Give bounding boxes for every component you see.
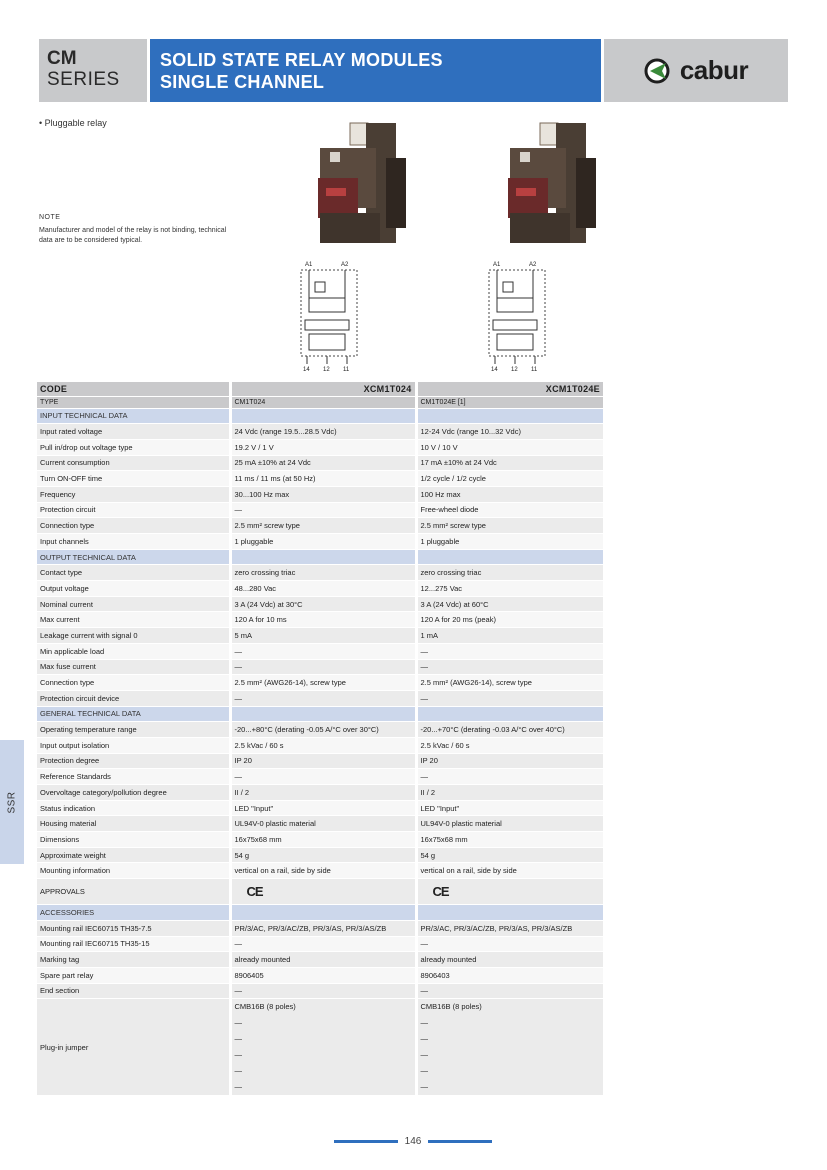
cell-value-a: 5 mA	[230, 628, 416, 644]
row-label: Nominal current	[37, 596, 230, 612]
row-label: Input channels	[37, 534, 230, 550]
cell-value-a: —	[230, 690, 416, 706]
brand-logo	[604, 39, 788, 102]
cell-value-a: —	[230, 983, 416, 999]
wiring-diagram-right	[483, 258, 553, 373]
ce-mark-icon: CE	[246, 884, 263, 900]
terminal-label-12: 12	[323, 367, 330, 373]
row-label: Mounting information	[37, 863, 230, 879]
table-row	[37, 659, 603, 675]
cell-value-b: IP 20	[416, 753, 603, 769]
cell-value-b: PR/3/AC, PR/3/AC/ZB, PR/3/AS, PR/3/AS/ZB	[416, 920, 603, 936]
plug-in-jumper-row	[37, 999, 603, 1096]
cell-value-a: LED "Input"	[230, 800, 416, 816]
row-label: INPUT TECHNICAL DATA	[37, 408, 230, 424]
row-label: Overvoltage category/pollution degree	[37, 785, 230, 801]
relay-photo-left	[300, 118, 420, 253]
cell-value-a: zero crossing triac	[230, 565, 416, 581]
type-label: TYPE	[37, 396, 230, 408]
terminal-label-a1: A1	[493, 262, 501, 268]
cell-value-a: 48...280 Vac	[230, 581, 416, 597]
ce-mark-icon	[416, 879, 603, 905]
cell-value-b: vertical on a rail, side by side	[416, 863, 603, 879]
title-box	[150, 39, 601, 102]
section-side-tab	[0, 740, 24, 864]
ce-mark-icon: CE	[432, 884, 449, 900]
table-row	[37, 471, 603, 487]
row-label: Connection type	[37, 518, 230, 534]
cell-value-a: 54 g	[230, 847, 416, 863]
table-row	[37, 518, 603, 534]
row-label: ACCESSORIES	[37, 905, 230, 921]
footer-line-right	[428, 1140, 492, 1143]
table-row	[37, 675, 603, 691]
logo-mark-icon	[644, 58, 674, 84]
cell-value-b: 12-24 Vdc (range 10...32 Vdc)	[416, 424, 603, 440]
cell-value-b: 3 A (24 Vdc) at 60°C	[416, 596, 603, 612]
table-row	[37, 628, 603, 644]
cell-value-a: 25 mA ±10% at 24 Vdc	[230, 455, 416, 471]
cell-value-a: 120 A for 10 ms	[230, 612, 416, 628]
cell-value-b: 8906403	[416, 967, 603, 983]
cell-value-b: UL94V-0 plastic material	[416, 816, 603, 832]
footer-line-left	[334, 1140, 398, 1143]
cell-value-a: already mounted	[230, 952, 416, 968]
cell-value-a: 3 A (24 Vdc) at 30°C	[230, 596, 416, 612]
jumper-line: —	[420, 1082, 428, 1092]
row-label: Frequency	[37, 486, 230, 502]
cell-value-b: zero crossing triac	[416, 565, 603, 581]
cell-value-a: —	[230, 659, 416, 675]
row-label: Protection circuit	[37, 502, 230, 518]
row-label: Turn ON-OFF time	[37, 471, 230, 487]
cell-value-b: —	[416, 690, 603, 706]
cell-value-a: —	[230, 936, 416, 952]
jumper-line: CMB16B (8 poles)	[234, 1002, 296, 1012]
row-label: Input output isolation	[37, 737, 230, 753]
cell-value-b: already mounted	[416, 952, 603, 968]
table-row	[37, 967, 603, 983]
row-label: Reference Standards	[37, 769, 230, 785]
row-label: Max current	[37, 612, 230, 628]
note-title: NOTE	[39, 214, 61, 221]
table-row	[37, 785, 603, 801]
cell-value-b: 2.5 mm² screw type	[416, 518, 603, 534]
row-label: Min applicable load	[37, 643, 230, 659]
cell-value-a: 16x75x68 mm	[230, 832, 416, 848]
cell-value-a	[230, 999, 416, 1096]
jumper-line: —	[420, 1018, 428, 1028]
cell-value-a: 19.2 V / 1 V	[230, 439, 416, 455]
table-row	[37, 534, 603, 550]
terminal-label-a1: A1	[305, 262, 313, 268]
type-value-a: CM1T024	[230, 396, 416, 408]
cell-value-b	[416, 408, 603, 424]
cell-value-a: 30...100 Hz max	[230, 486, 416, 502]
cell-value-b	[416, 706, 603, 722]
terminal-label-11: 11	[531, 367, 538, 373]
table-row	[37, 581, 603, 597]
table-row	[37, 690, 603, 706]
row-label: Plug-in jumper	[37, 999, 230, 1096]
table-row	[37, 920, 603, 936]
cell-value-b: -20...+70°C (derating -0.03 A/°C over 40°C)	[416, 722, 603, 738]
cell-value-a: —	[230, 502, 416, 518]
cell-value-a	[230, 408, 416, 424]
jumper-line: —	[234, 1050, 242, 1060]
terminal-label-a2: A2	[529, 262, 537, 268]
row-label: End section	[37, 983, 230, 999]
cell-value-b	[416, 999, 603, 1096]
cell-value-a: 8906405	[230, 967, 416, 983]
jumper-line: —	[234, 1082, 242, 1092]
cell-value-b	[416, 905, 603, 921]
section-header-row	[37, 905, 603, 921]
row-label: Mounting rail IEC60715 TH35-15	[37, 936, 230, 952]
cell-value-b	[416, 549, 603, 565]
type-value-b: CM1T024E [1]	[416, 396, 603, 408]
table-row	[37, 455, 603, 471]
series-word: SERIES	[47, 69, 120, 90]
table-row	[37, 643, 603, 659]
cell-value-a	[230, 706, 416, 722]
cell-value-b: 12...275 Vac	[416, 581, 603, 597]
jumper-line: —	[234, 1018, 242, 1028]
cell-value-a	[230, 549, 416, 565]
cell-value-a: PR/3/AC, PR/3/AC/ZB, PR/3/AS, PR/3/AS/ZB	[230, 920, 416, 936]
cell-value-a: 1 pluggable	[230, 534, 416, 550]
cell-value-b: 16x75x68 mm	[416, 832, 603, 848]
series-box	[39, 39, 147, 102]
row-label: Leakage current with signal 0	[37, 628, 230, 644]
table-row	[37, 737, 603, 753]
table-row	[37, 753, 603, 769]
cell-value-b: 120 A for 20 ms (peak)	[416, 612, 603, 628]
cell-value-a: 2.5 kVac / 60 s	[230, 737, 416, 753]
note-text: Manufacturer and model of the relay is not binding, technical data are to be considered typical.	[39, 227, 227, 244]
cell-value-b: —	[416, 769, 603, 785]
row-label: Housing material	[37, 816, 230, 832]
wiring-diagram-left	[295, 258, 365, 373]
terminal-label-12: 12	[511, 367, 518, 373]
row-label: Operating temperature range	[37, 722, 230, 738]
ce-mark-icon	[230, 879, 416, 905]
row-label: Current consumption	[37, 455, 230, 471]
cell-value-b: 2.5 mm² (AWG26-14), screw type	[416, 675, 603, 691]
section-header-row	[37, 549, 603, 565]
cell-value-a: IP 20	[230, 753, 416, 769]
row-label: APPROVALS	[37, 879, 230, 905]
code-value-a: XCM1T024	[230, 382, 416, 396]
table-row	[37, 424, 603, 440]
page-number: 146	[398, 1136, 428, 1147]
cell-value-b: —	[416, 643, 603, 659]
row-label: Contact type	[37, 565, 230, 581]
jumper-line: —	[420, 1066, 428, 1076]
table-row	[37, 565, 603, 581]
row-label: Marking tag	[37, 952, 230, 968]
type-row	[37, 396, 603, 408]
cell-value-b: 54 g	[416, 847, 603, 863]
cell-value-b: LED "Input"	[416, 800, 603, 816]
jumper-line: —	[420, 1050, 428, 1060]
cell-value-a: 11 ms / 11 ms (at 50 Hz)	[230, 471, 416, 487]
cell-value-a: UL94V-0 plastic material	[230, 816, 416, 832]
table-row	[37, 863, 603, 879]
row-label: OUTPUT TECHNICAL DATA	[37, 549, 230, 565]
cell-value-a: 2.5 mm² screw type	[230, 518, 416, 534]
table-row	[37, 952, 603, 968]
section-header-row	[37, 706, 603, 722]
terminal-label-11: 11	[343, 367, 350, 373]
page-title-line2: SINGLE CHANNEL	[160, 72, 325, 92]
cell-value-a: vertical on a rail, side by side	[230, 863, 416, 879]
row-label: Mounting rail IEC60715 TH35-7.5	[37, 920, 230, 936]
logo-text: cabur	[679, 55, 749, 85]
feature-bullet: • Pluggable relay	[39, 118, 107, 128]
table-row	[37, 596, 603, 612]
jumper-line: —	[234, 1034, 242, 1044]
cell-value-a: -20...+80°C (derating -0.05 A/°C over 30°C)	[230, 722, 416, 738]
table-row	[37, 486, 603, 502]
table-row	[37, 847, 603, 863]
cell-value-b: 1 pluggable	[416, 534, 603, 550]
terminal-label-14: 14	[303, 367, 310, 373]
jumper-line: —	[234, 1066, 242, 1076]
row-label: Max fuse current	[37, 659, 230, 675]
terminal-label-14: 14	[491, 367, 498, 373]
spec-table	[37, 382, 603, 1096]
table-row	[37, 800, 603, 816]
row-label: Connection type	[37, 675, 230, 691]
code-value-b: XCM1T024E	[416, 382, 603, 396]
table-row	[37, 936, 603, 952]
cell-value-b: Free-wheel diode	[416, 502, 603, 518]
side-tab-label: SSR	[6, 790, 18, 814]
cell-value-a: 2.5 mm² (AWG26-14), screw type	[230, 675, 416, 691]
row-label: Approximate weight	[37, 847, 230, 863]
table-row	[37, 722, 603, 738]
row-label: Status indication	[37, 800, 230, 816]
row-label: Spare part relay	[37, 967, 230, 983]
cell-value-b: 10 V / 10 V	[416, 439, 603, 455]
cell-value-b: 2.5 kVac / 60 s	[416, 737, 603, 753]
table-row	[37, 502, 603, 518]
cell-value-b: —	[416, 983, 603, 999]
approvals-row	[37, 879, 603, 905]
cell-value-a	[230, 905, 416, 921]
table-row	[37, 816, 603, 832]
section-header-row	[37, 408, 603, 424]
page-title-line1: SOLID STATE RELAY MODULES	[160, 50, 443, 70]
cell-value-b: 100 Hz max	[416, 486, 603, 502]
row-label: Output voltage	[37, 581, 230, 597]
cell-value-b: —	[416, 936, 603, 952]
table-row	[37, 832, 603, 848]
jumper-line: —	[420, 1034, 428, 1044]
row-label: Protection circuit device	[37, 690, 230, 706]
row-label: Protection degree	[37, 753, 230, 769]
row-label: Pull in/drop out voltage type	[37, 439, 230, 455]
cell-value-b: 1 mA	[416, 628, 603, 644]
relay-photo-right	[490, 118, 610, 253]
code-label: CODE	[37, 382, 230, 396]
table-row	[37, 439, 603, 455]
terminal-label-a2: A2	[341, 262, 349, 268]
cell-value-b: 1/2 cycle / 1/2 cycle	[416, 471, 603, 487]
cell-value-a: —	[230, 769, 416, 785]
table-row	[37, 983, 603, 999]
cell-value-b: 17 mA ±10% at 24 Vdc	[416, 455, 603, 471]
series-code: CM	[47, 48, 77, 69]
cell-value-a: —	[230, 643, 416, 659]
row-label: GENERAL TECHNICAL DATA	[37, 706, 230, 722]
row-label: Input rated voltage	[37, 424, 230, 440]
table-row	[37, 612, 603, 628]
row-label: Dimensions	[37, 832, 230, 848]
code-row	[37, 382, 603, 396]
cell-value-a: 24 Vdc (range 19.5...28.5 Vdc)	[230, 424, 416, 440]
cell-value-b: —	[416, 659, 603, 675]
cell-value-b: II / 2	[416, 785, 603, 801]
table-row	[37, 769, 603, 785]
cell-value-a: II / 2	[230, 785, 416, 801]
jumper-line: CMB16B (8 poles)	[420, 1002, 482, 1012]
